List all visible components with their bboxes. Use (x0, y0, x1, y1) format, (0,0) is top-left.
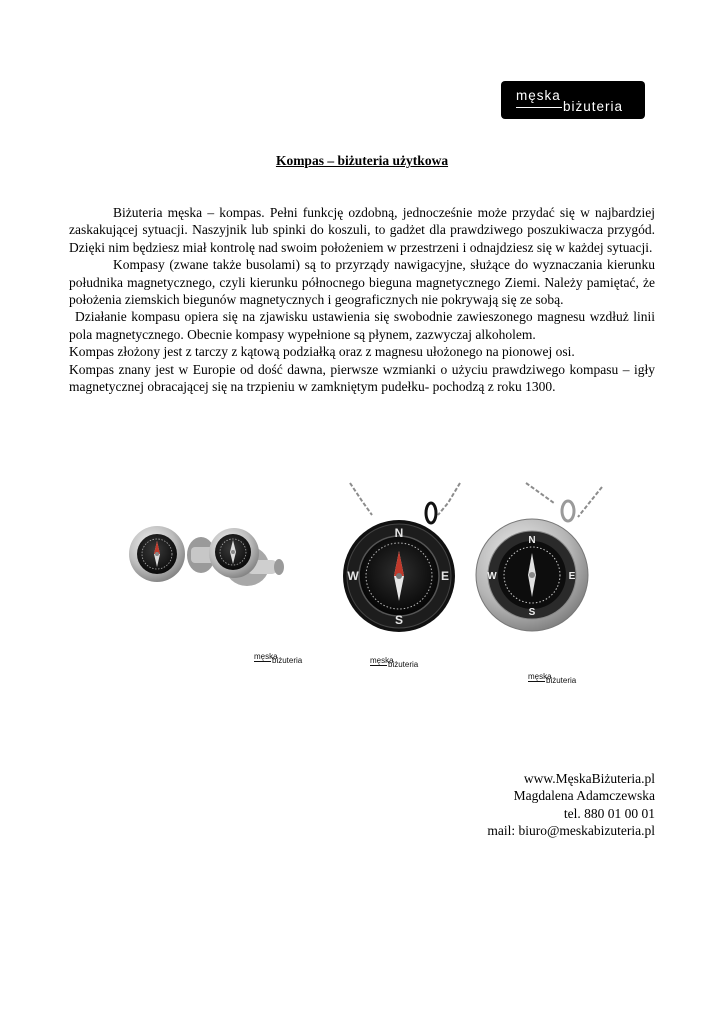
pendant-w-label: W (347, 569, 359, 583)
pendant-s-label: S (394, 613, 404, 627)
paragraph-principle: Działanie kompasu opiera się na zjawisku ustawienia się swobodnie zawieszonego magnesu wzdłuż linii pola magnetycznego. Obecnie kompasy wypełnione są płynem, zazwyczaj alkoholem. (69, 309, 655, 342)
paragraph-intro: Biżuteria męska – kompas. Pełni funkcję ozdobną, jednocześnie może przydać się w najbardziej zaskakującej sytuacji. Naszyjnik lub spinki do koszuli, to gadżet dla prawdziwego poszukiwacza przygód. Dzięki nim będziesz miał kontrolę nad swoim położeniem w przestrzeni i odnajdziesz się w każdej sytuacji. (69, 205, 655, 255)
silver-e-label: E (568, 571, 576, 582)
pendant-n-label: N (394, 526, 404, 540)
black-compass-pendant-image (332, 481, 466, 639)
contact-phone: tel. 880 01 00 01 (563, 805, 655, 821)
pendant-e-label: E (440, 569, 450, 583)
contact-footer (487, 770, 655, 840)
compass-cufflinks-image (129, 473, 317, 648)
brand-logo (501, 81, 645, 119)
silver-compass-pendant-image (466, 481, 606, 641)
contact-name: Magdalena Adamczewska (513, 788, 655, 804)
logo-underline (516, 107, 562, 108)
document-body (69, 204, 655, 395)
paragraph-history: Kompas znany jest w Europie od dość dawna, pierwsze wzmianki o użyciu prawdziwego kompasu – igły magnetycznej obracającej się na trzpieniu w zamkniętym pudełku- pochodzą z roku 1300. (69, 361, 655, 395)
paragraph-construction: Kompas złożony jest z tarczy z kątową podziałką oraz z magnesu ułożonego na pionowej osi. (69, 344, 575, 360)
paragraph-definition: Kompasy (zwane także busolami) są to przyrządy nawigacyjne, służące do wyznaczania kierunku południka magnetycznego, czyli kierunku północnego bieguna magnetycznego Ziemi. Należy pamiętać, że położenia ziemskich biegunów magnetycznych i geograficznych nie pokrywają się ze sobą. (69, 257, 655, 308)
document-title: Kompas – biżuteria użytkowa (275, 153, 449, 168)
silver-w-label: W (487, 571, 497, 582)
silver-s-label: S (528, 607, 536, 618)
logo-word-bizuteria: biżuteria (563, 99, 624, 114)
website-link[interactable]: www.MęskaBiżuteria.pl (523, 771, 655, 786)
silver-n-label: N (528, 535, 536, 546)
contact-email[interactable]: mail: biuro@meskabizuteria.pl (487, 823, 655, 839)
logo-word-meska: męska (516, 88, 561, 103)
